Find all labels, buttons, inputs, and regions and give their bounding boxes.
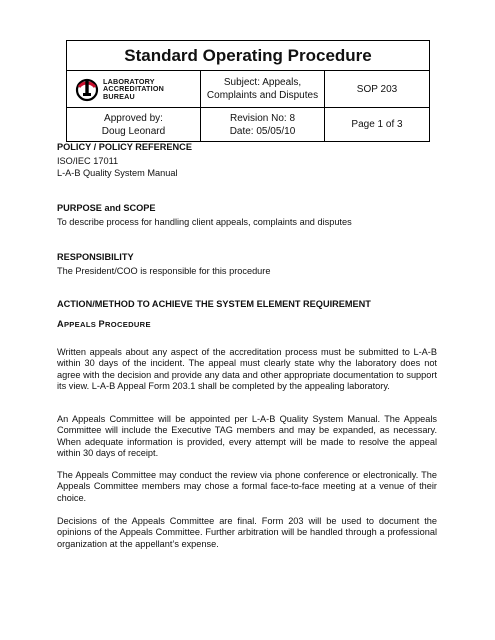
sop-number: SOP 203: [325, 71, 430, 108]
sop-header-table: [66, 40, 430, 142]
responsibility-section: [57, 252, 437, 278]
approver-name: Doug Leonard: [101, 125, 166, 137]
appeals-paragraph-2: An Appeals Committee will be appointed per L-A-B Quality System Manual. The Appeals Committee will include the Executive TAG members and may be expanded, as necessary. When adequate information is provided, every attempt will be made to resolve the appeal within 30 days of receipt.: [57, 414, 437, 459]
revision-cell: [201, 108, 325, 142]
page-number: Page 1 of 3: [325, 108, 430, 142]
policy-ref-2: L-A-B Quality System Manual: [57, 167, 178, 178]
logo-line-3: BUREAU: [103, 91, 135, 101]
subject-cell: [201, 71, 325, 108]
policy-section: [57, 142, 437, 179]
logo-cell: [67, 71, 201, 108]
purpose-section: [57, 203, 437, 229]
action-section: [57, 299, 437, 331]
appeals-paragraph-4: Decisions of the Appeals Committee are final. Form 203 will be used to document the opinions of the Appeals Committee. Further arbitration will be handled through a professional organization at the appellant’s expense.: [57, 516, 437, 549]
responsibility-heading: RESPONSIBILITY: [57, 252, 134, 262]
appeals-paragraph-1: Written appeals about any aspect of the accreditation process must be submitted to L-A-B within 30 days of the incident. The appeal must clearly state why the laboratory does not agree with the decision and provide any data and other appropriate documentation to support its view. L-A-B Appeal Form 203.1 shall be completed by the appealing laboratory.: [57, 347, 437, 392]
action-heading: ACTION/METHOD TO ACHIEVE THE SYSTEM ELEMENT REQUIREMENT: [57, 299, 371, 309]
purpose-heading: PURPOSE and SCOPE: [57, 203, 156, 213]
appeals-paragraph-3: The Appeals Committee may conduct the review via phone conference or electronically. The Appeals Committee members may chose a formal face-to-face meeting at a venue of their choice.: [57, 470, 437, 503]
appeals-procedure-subheading: APPEALS PROCEDURE: [57, 319, 151, 330]
purpose-text: To describe process for handling client appeals, complaints and disputes: [57, 217, 352, 228]
revision-number: Revision No: 8: [229, 112, 296, 124]
lab-logo: [67, 76, 200, 102]
responsibility-text: The President/COO is responsible for this procedure: [57, 266, 271, 277]
logo-line-1: LABORATORY: [103, 76, 155, 86]
logo-line-2: ACCREDITATION: [103, 84, 165, 94]
revision-date: Date: 05/05/10: [229, 125, 296, 137]
subject-line-2: Complaints and Disputes: [206, 90, 319, 101]
document-title: Standard Operating Procedure: [67, 41, 430, 71]
policy-ref-1: ISO/IEC 17011: [57, 156, 119, 167]
lab-logo-icon: [75, 76, 99, 102]
approved-cell: [67, 108, 201, 142]
subject-line-1: Subject: Appeals,: [223, 77, 302, 88]
approved-label: Approved by:: [104, 112, 163, 124]
policy-heading: POLICY / POLICY REFERENCE: [57, 142, 192, 152]
